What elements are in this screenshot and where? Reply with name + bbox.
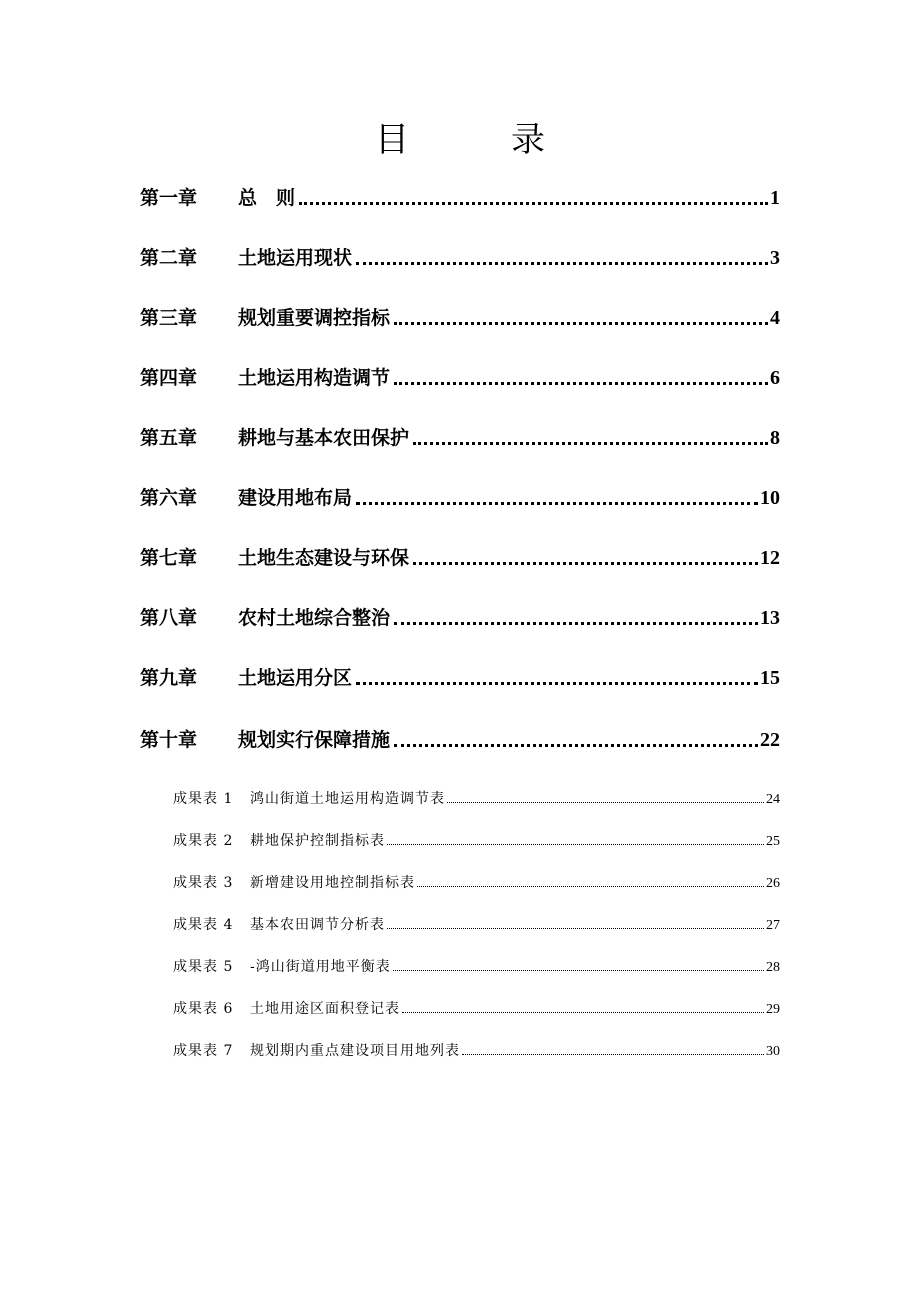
chapter-title: 土地运用构造调节 xyxy=(238,367,391,389)
chapter-number: 第十章 xyxy=(140,729,198,751)
toc-table-7[interactable] xyxy=(173,1036,780,1060)
table-page-number: 24 xyxy=(766,792,780,807)
chapter-number: 第九章 xyxy=(140,667,198,689)
chapter-page-number: 3 xyxy=(770,247,780,269)
chapter-page-number: 10 xyxy=(760,487,780,509)
table-number: 成果表 7 xyxy=(173,1043,234,1059)
dot-leader xyxy=(394,322,768,325)
toc-chapter-1[interactable] xyxy=(140,180,780,210)
chapter-page-number: 6 xyxy=(770,367,780,389)
chapter-title: 土地运用分区 xyxy=(238,667,353,689)
toc-chapter-8[interactable] xyxy=(140,600,780,630)
table-title: -鸿山街道用地平衡表 xyxy=(250,959,391,975)
chapter-page-number: 15 xyxy=(760,667,780,689)
chapter-page-number: 8 xyxy=(770,427,780,449)
chapter-page-number: 1 xyxy=(770,187,780,209)
dot-leader xyxy=(447,802,764,803)
dot-leader xyxy=(356,502,758,505)
chapter-page-number: 12 xyxy=(760,547,780,569)
table-title: 耕地保护控制指标表 xyxy=(250,833,385,849)
dot-leader xyxy=(394,744,758,747)
toc-table-4[interactable] xyxy=(173,910,780,934)
chapter-page-number: 13 xyxy=(760,607,780,629)
toc-table-2[interactable] xyxy=(173,826,780,850)
page-title: 目 录 xyxy=(375,120,579,160)
chapter-number: 第六章 xyxy=(140,487,198,509)
dot-leader xyxy=(413,562,758,565)
table-title: 新增建设用地控制指标表 xyxy=(250,875,415,891)
chapter-number: 第一章 xyxy=(140,187,198,209)
chapter-title: 土地运用现状 xyxy=(238,247,353,269)
table-title: 鸿山街道土地运用构造调节表 xyxy=(250,791,445,807)
toc-chapter-2[interactable] xyxy=(140,240,780,270)
toc-chapter-6[interactable] xyxy=(140,480,780,510)
toc-table-3[interactable] xyxy=(173,868,780,892)
table-page-number: 25 xyxy=(766,834,780,849)
table-number: 成果表 4 xyxy=(173,917,234,933)
table-number: 成果表 3 xyxy=(173,875,234,891)
toc-chapter-9[interactable] xyxy=(140,660,780,690)
chapter-number: 第八章 xyxy=(140,607,198,629)
table-page-number: 28 xyxy=(766,960,780,975)
dot-leader xyxy=(387,844,764,845)
toc-chapter-7[interactable] xyxy=(140,540,780,570)
table-number: 成果表 6 xyxy=(173,1001,234,1017)
toc-table-5[interactable] xyxy=(173,952,780,976)
table-title: 土地用途区面积登记表 xyxy=(250,1001,400,1017)
chapter-title: 耕地与基本农田保护 xyxy=(238,427,410,449)
chapter-title: 规划实行保障措施 xyxy=(238,729,391,751)
dot-leader xyxy=(393,970,764,971)
chapter-page-number: 4 xyxy=(770,307,780,329)
chapter-number: 第三章 xyxy=(140,307,198,329)
dot-leader xyxy=(462,1054,764,1055)
toc-chapter-3[interactable] xyxy=(140,300,780,330)
dot-leader xyxy=(356,682,758,685)
table-page-number: 29 xyxy=(766,1002,780,1017)
toc-chapter-4[interactable] xyxy=(140,360,780,390)
chapter-title: 农村土地综合整治 xyxy=(238,607,391,629)
toc-table-1[interactable] xyxy=(173,784,780,808)
dot-leader xyxy=(356,262,768,265)
chapter-number: 第二章 xyxy=(140,247,198,269)
chapter-page-number: 22 xyxy=(760,729,780,751)
table-title: 规划期内重点建设项目用地列表 xyxy=(250,1043,460,1059)
table-page-number: 26 xyxy=(766,876,780,891)
chapter-number: 第四章 xyxy=(140,367,198,389)
dot-leader xyxy=(394,382,768,385)
toc-table-6[interactable] xyxy=(173,994,780,1018)
toc-chapter-10[interactable] xyxy=(140,722,780,752)
table-number: 成果表 5 xyxy=(173,959,234,975)
chapter-number: 第五章 xyxy=(140,427,198,449)
toc-chapter-5[interactable] xyxy=(140,420,780,450)
chapter-title: 总 则 xyxy=(238,187,296,209)
table-page-number: 30 xyxy=(766,1044,780,1059)
chapter-title: 规划重要调控指标 xyxy=(238,307,391,329)
chapter-number: 第七章 xyxy=(140,547,198,569)
table-number: 成果表 2 xyxy=(173,833,234,849)
chapter-title: 建设用地布局 xyxy=(238,487,353,509)
table-page-number: 27 xyxy=(766,918,780,933)
dot-leader xyxy=(402,1012,764,1013)
dot-leader xyxy=(417,886,764,887)
table-number: 成果表 1 xyxy=(173,791,234,807)
table-title: 基本农田调节分析表 xyxy=(250,917,385,933)
dot-leader xyxy=(387,928,764,929)
dot-leader xyxy=(299,202,768,205)
dot-leader xyxy=(413,442,768,445)
chapter-title: 土地生态建设与环保 xyxy=(238,547,410,569)
dot-leader xyxy=(394,622,758,625)
